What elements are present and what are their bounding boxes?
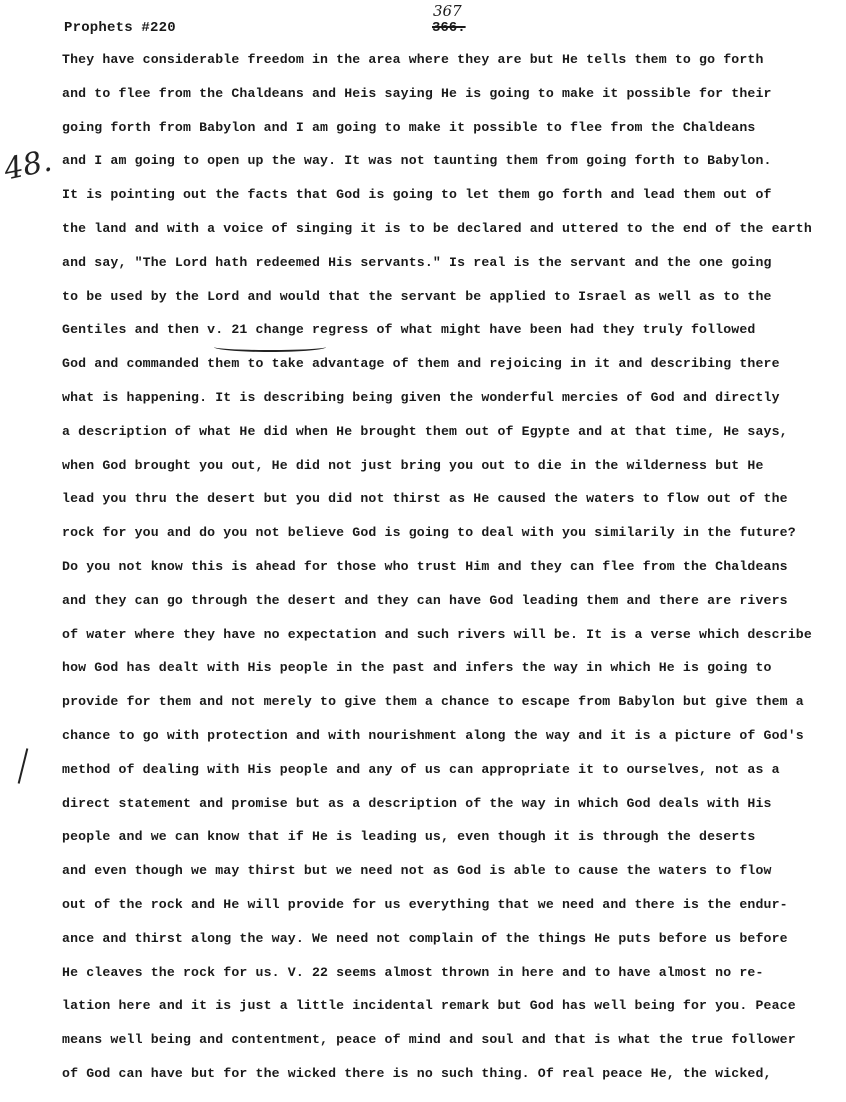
text-line: rock for you and do you not believe God is going to deal with you similarily in the future? bbox=[62, 525, 796, 541]
text-line: a description of what He did when He brought them out of Egypte and at that time, He says, bbox=[62, 423, 788, 439]
text-line: how God has dealt with His people in the past and infers the way in which He is going to bbox=[62, 660, 772, 676]
text-line: and say, "The Lord hath redeemed His servants." Is real is the servant and the one going bbox=[62, 254, 772, 270]
text-line: and even though we may thirst but we need not as God is able to cause the waters to flow bbox=[62, 863, 772, 879]
document-header-title: Prophets #220 bbox=[64, 20, 176, 36]
document-body bbox=[62, 50, 846, 1098]
text-line: Do you not know this is ahead for those who trust Him and they can flee from the Chaldeans bbox=[62, 558, 788, 574]
text-line: It is pointing out the facts that God is going to let them go forth and lead them out of bbox=[62, 187, 772, 203]
text-line: to be used by the Lord and would that the servant be applied to Israel as well as to the bbox=[62, 288, 772, 304]
text-line: what is happening. It is describing being given the wonderful mercies of God and directly bbox=[62, 389, 780, 405]
text-line: He cleaves the rock for us. V. 22 seems almost thrown in here and to have almost no re- bbox=[62, 964, 764, 980]
struck-page-number: 366. bbox=[432, 20, 466, 36]
text-line: lation here and it is just a little incidental remark but God has well being for you. Peace bbox=[62, 998, 796, 1014]
handwritten-margin-mark bbox=[18, 748, 29, 783]
text-line: people and we can know that if He is leading us, even though it is through the deserts bbox=[62, 829, 756, 845]
text-line: and I am going to open up the way. It was not taunting them from going forth to Babylon. bbox=[62, 153, 772, 169]
text-line: when God brought you out, He did not just bring you out to die in the wilderness but He bbox=[62, 457, 764, 473]
text-line: out of the rock and He will provide for us everything that we need and there is the endur- bbox=[62, 896, 788, 912]
text-line: of God can have but for the wicked there is no such thing. Of real peace He, the wicked, bbox=[62, 1065, 772, 1081]
text-line: and they can go through the desert and they can have God leading them and there are rivers bbox=[62, 592, 788, 608]
text-line: lead you thru the desert but you did not thirst as He caused the waters to flow out of the bbox=[62, 491, 788, 507]
text-line: ance and thirst along the way. We need not complain of the things He puts before us before bbox=[62, 930, 788, 946]
text-line: and to flee from the Chaldeans and Heis saying He is going to make it possible for their bbox=[62, 85, 772, 101]
text-line: of water where they have no expectation and such rivers will be. It is a verse which describe bbox=[62, 626, 812, 642]
text-line: the land and with a voice of singing it is to be declared and uttered to the end of the earth bbox=[62, 220, 812, 236]
text-line: God and commanded them to take advantage of them and rejoicing in it and describing there bbox=[62, 356, 780, 372]
text-line: chance to go with protection and with nourishment along the way and it is a picture of God's bbox=[62, 727, 804, 743]
handwritten-page-number: 367 bbox=[433, 2, 462, 20]
text-line: direct statement and promise but as a description of the way in which God deals with His bbox=[62, 795, 772, 811]
text-line: means well being and contentment, peace of mind and soul and that is what the true follower bbox=[62, 1032, 796, 1048]
text-line: provide for them and not merely to give them a chance to escape from Babylon but give them a bbox=[62, 694, 804, 710]
text-line: going forth from Babylon and I am going to make it possible to flee from the Chaldeans bbox=[62, 119, 756, 135]
text-line: Gentiles and then v. 21 change regress of what might have been had they truly followed bbox=[62, 322, 756, 338]
text-line: They have considerable freedom in the area where they are but He tells them to go forth bbox=[62, 52, 764, 67]
handwritten-margin-note: 48. bbox=[0, 143, 55, 188]
text-line: method of dealing with His people and any of us can appropriate it to ourselves, not as a bbox=[62, 761, 780, 777]
